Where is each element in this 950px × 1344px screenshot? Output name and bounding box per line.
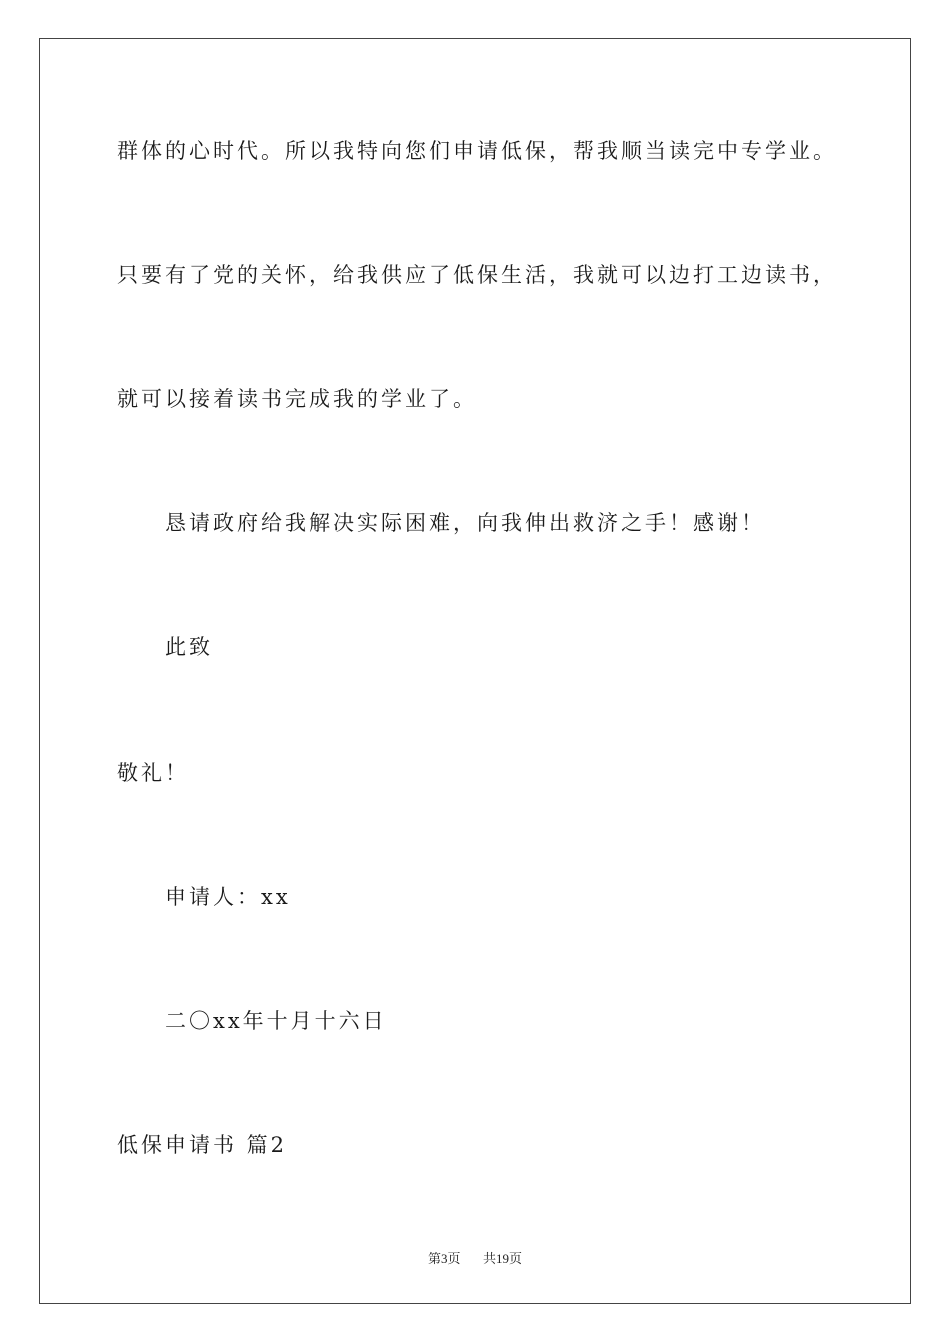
closing-regards: 敬礼！ bbox=[117, 761, 189, 785]
body-paragraph-line: 只要有了党的关怀，给我供应了低保生活，我就可以边打工边读书， bbox=[117, 263, 837, 287]
total-pages: 共19页 bbox=[483, 1251, 523, 1266]
section-heading: 低保申请书 篇2 bbox=[117, 1133, 288, 1157]
page-frame bbox=[39, 38, 911, 1304]
page-number: 第3页 bbox=[427, 1251, 461, 1266]
closing-salutation: 此致 bbox=[165, 635, 213, 659]
body-paragraph-line: 就可以接着读书完成我的学业了。 bbox=[117, 387, 477, 411]
page-footer bbox=[0, 1248, 950, 1267]
request-paragraph: 恳请政府给我解决实际困难，向我伸出救济之手！感谢！ bbox=[165, 511, 765, 535]
applicant-signature: 申请人：xx bbox=[165, 885, 291, 909]
application-date: 二〇xx年十月十六日 bbox=[165, 1009, 387, 1033]
body-paragraph-line: 群体的心时代。所以我特向您们申请低保，帮我顺当读完中专学业。 bbox=[117, 139, 837, 163]
